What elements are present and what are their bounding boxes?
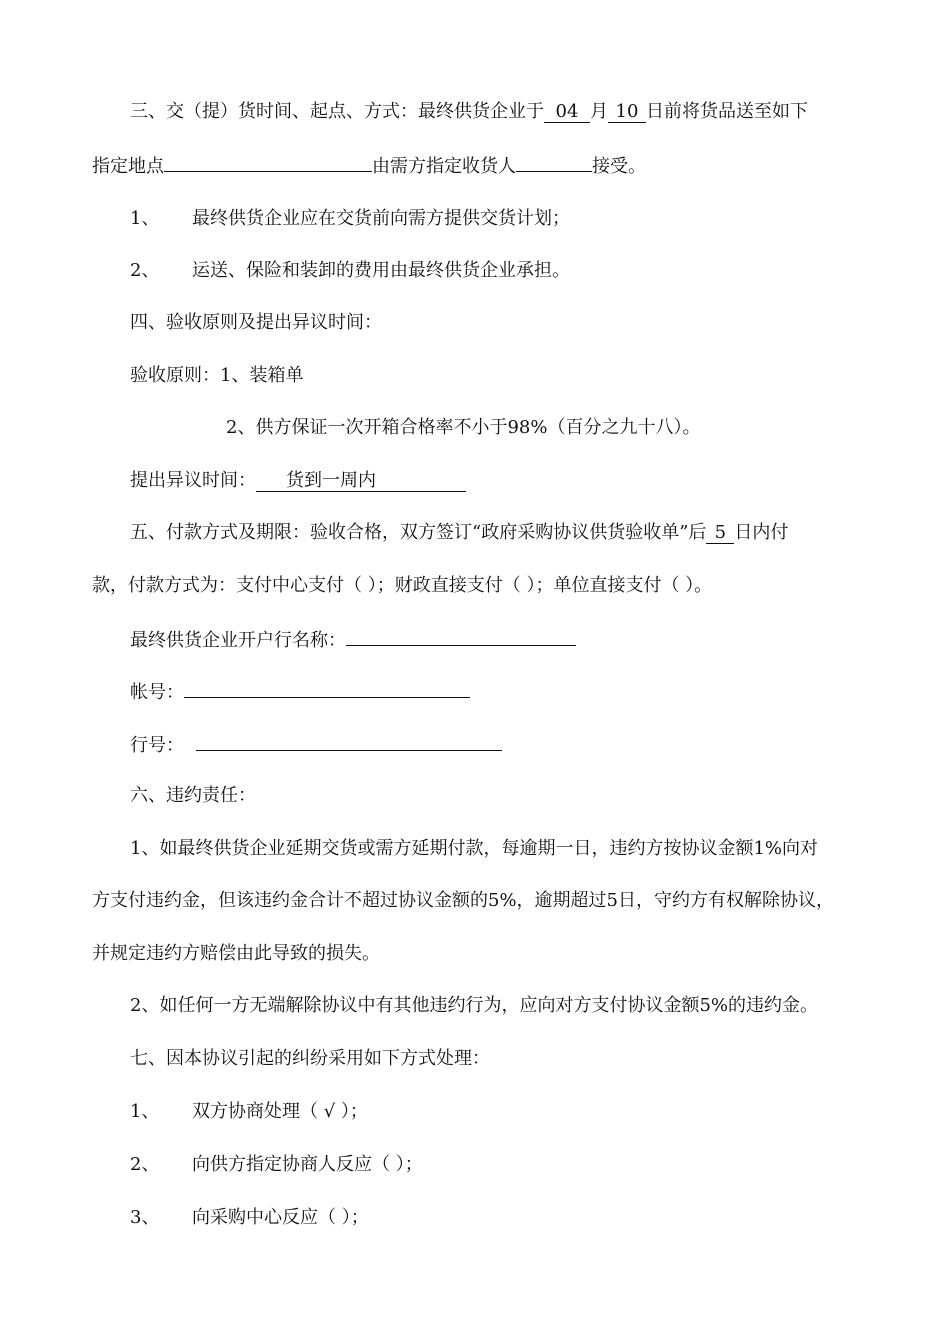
s3-head: 三、交（提）货时间、起点、方式：最终供货企业于 [130,101,544,122]
receiver-label: 由需方指定收货人 [372,156,516,177]
s6-p2: 2、如任何一方无端解除协议中有其他违约行为，应向对方支付协议金额5%的违约金。 [130,995,819,1016]
s3-after-day: 日前将货品送至如下 [646,101,808,122]
s5-head-line [130,521,788,545]
s3-item-2-text: 运送、保险和装卸的费用由最终供货企业承担。 [192,260,570,281]
month-unit: 月 [590,101,608,122]
objection-value-field [256,471,466,492]
s6-p1-line2: 方支付违约金，但该违约金合计不超过协议金额的5%，逾期超过5日，守约方有权解除协议， [92,890,835,911]
s7-item-2 [130,1153,423,1177]
s4-head: 四、验收原则及提出异议时间： [130,312,382,333]
s5-head-b: 日内付 [734,522,789,543]
account-line [130,679,470,705]
s7-item-1 [130,1100,368,1124]
objection-label: 提出异议时间： [130,470,256,491]
s3-line2 [92,153,646,179]
s7-item-3 [130,1206,369,1230]
s7-item-3-num: 3、 [130,1207,160,1228]
s7-item-2-num: 2、 [130,1154,160,1175]
location-label: 指定地点 [92,156,164,177]
payment-days: 5 [706,523,734,544]
location-blank [164,153,372,172]
delivery-day: 10 [608,102,646,123]
s3-item-1-num: 1、 [130,208,160,229]
s4-objection-line [130,469,466,493]
s4-rule-2: 2、供方保证一次开箱合格率不小于98%（百分之九十八）。 [226,417,701,438]
s6-p1-line3: 并规定违约方赔偿由此导致的损失。 [92,943,380,964]
bank-name-label: 最终供货企业开户行名称： [130,630,346,651]
s5-line2: 款，付款方式为：支付中心支付（ ）；财政直接支付（ ）；单位直接支付（ ）。 [92,575,713,596]
s7-head: 七、因本协议引起的纠纷采用如下方式处理： [130,1048,490,1069]
branch-label: 行号： [130,735,184,756]
s3-head-line [130,100,808,124]
s3-item-2-num: 2、 [130,260,160,281]
s3-item-1 [130,207,570,231]
bank-name-line [130,627,576,653]
s4-rule-1: 验收原则：1、装箱单 [130,365,304,386]
s7-item-2-text: 向供方指定协商人反应（ ）； [192,1154,423,1175]
branch-line [130,732,502,758]
s5-head-a: 五、付款方式及期限：验收合格，双方签订“政府采购协议供货验收单”后 [130,522,707,543]
account-blank [184,679,470,698]
objection-value: 货到一周内 [286,470,376,491]
receiver-blank [516,153,592,172]
account-label: 帐号： [130,682,184,703]
delivery-month: 04 [544,102,590,123]
accept-text: 接受。 [592,156,646,177]
branch-blank [196,732,502,751]
bank-name-blank [346,627,576,646]
s3-item-1-text: 最终供货企业应在交货前向需方提供交货计划； [192,208,570,229]
s3-item-2 [130,259,570,283]
s7-item-1-text: 双方协商处理（ √ ）； [192,1101,368,1122]
s7-item-1-num: 1、 [130,1101,160,1122]
s6-p1-line1: 1、如最终供货企业延期交货或需方延期付款，每逾期一日，违约方按协议金额1%向对 [130,838,819,859]
s7-item-3-text: 向采购中心反应（ ）； [192,1207,369,1228]
s6-head: 六、违约责任： [130,785,256,806]
